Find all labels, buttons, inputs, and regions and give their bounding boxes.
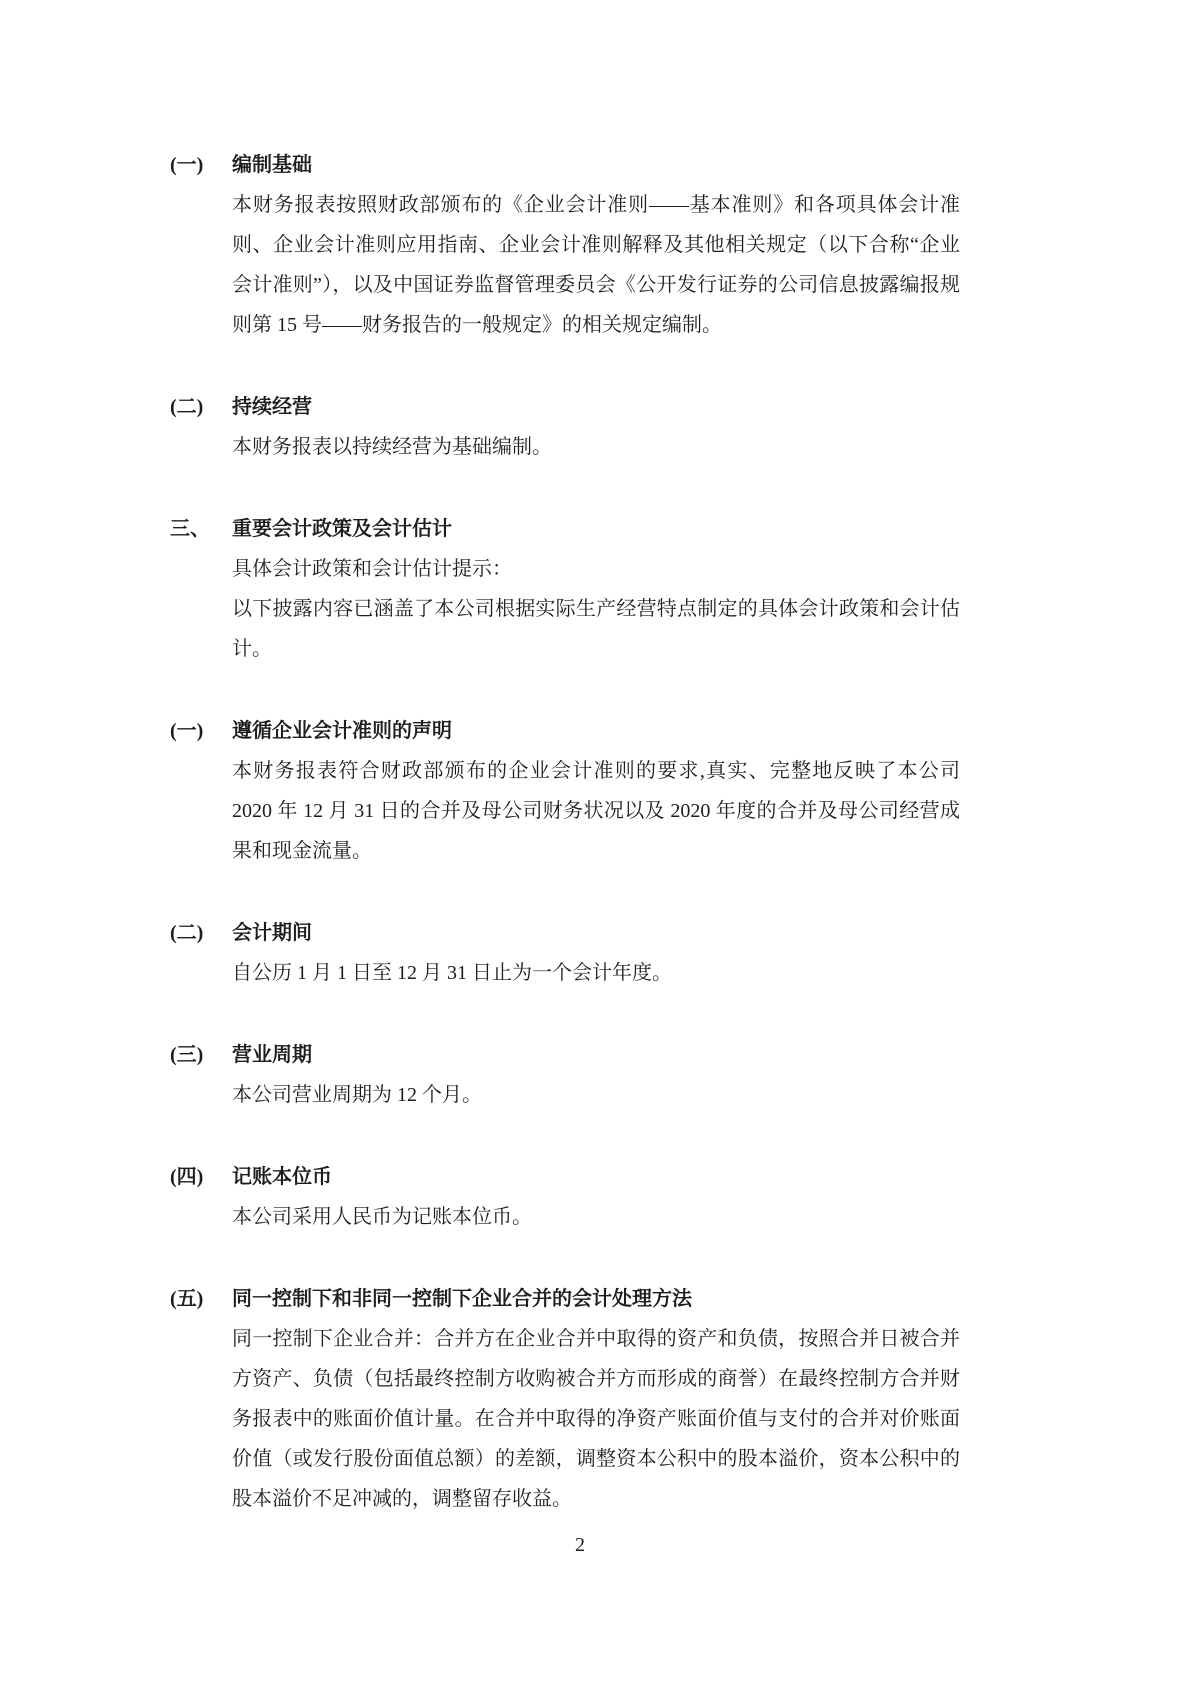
section-heading: 遵循企业会计准则的声明: [232, 720, 452, 742]
section-content: [232, 509, 960, 669]
section-paragraph: 本财务报表符合财政部颁布的企业会计准则的要求,真实、完整地反映了本公司 2020 年 12 月 31 日的合并及母公司财务状况以及 2020 年度的合并及母公司经营成果和现金流量。: [232, 760, 960, 862]
section-paragraph: 自公历 1 月 1 日至 12 月 31 日止为一个会计年度。: [232, 962, 672, 984]
section-content: [232, 1035, 960, 1115]
section-label: (一): [170, 720, 204, 742]
section-paragraph: 具体会计政策和会计估计提示：: [232, 558, 512, 580]
section-heading: 持续经营: [232, 396, 312, 418]
section-content: [232, 1157, 960, 1237]
section-label: (二): [170, 922, 204, 944]
section-label: (三): [170, 1044, 204, 1066]
section-operating-cycle: [170, 1035, 960, 1115]
section-label: (二): [170, 396, 204, 418]
section-basis-of-preparation: [170, 145, 960, 345]
section-heading: 同一控制下和非同一控制下企业合并的会计处理方法: [232, 1288, 692, 1310]
section-heading: 重要会计政策及会计估计: [232, 518, 452, 540]
section-label: (一): [170, 154, 204, 176]
section-going-concern: [170, 387, 960, 467]
section-heading: 会计期间: [232, 922, 312, 944]
section-content: [232, 145, 960, 345]
section-content: [232, 387, 960, 467]
section-label: (五): [170, 1288, 204, 1310]
section-label: (四): [170, 1166, 204, 1188]
section-content: [232, 1279, 960, 1519]
page-number: 2: [575, 1534, 585, 1556]
section-accounting-period: [170, 913, 960, 993]
section-paragraph: 本财务报表按照财政部颁布的《企业会计准则——基本准则》和各项具体会计准则、企业会计准则应用指南、企业会计准则解释及其他相关规定（以下合称“企业会计准则”），以及中国证券监督管理委员会《公开发行证券的公司信息披露编报规则第 15 号——财务报告的一般规定》的相关规定编制。: [232, 194, 960, 336]
section-label: 三、: [170, 518, 210, 540]
section-significant-accounting-policies: [170, 509, 960, 669]
section-functional-currency: [170, 1157, 960, 1237]
section-paragraph: 本财务报表以持续经营为基础编制。: [232, 436, 552, 458]
document-body: [170, 145, 960, 1561]
section-content: [232, 711, 960, 871]
section-heading: 营业周期: [232, 1044, 312, 1066]
section-paragraph: 同一控制下企业合并：合并方在企业合并中取得的资产和负债，按照合并日被合并方资产、负债（包括最终控制方收购被合并方而形成的商誉）在最终控制方合并财务报表中的账面价值计量。在合并中取得的净资产账面价值与支付的合并对价账面价值（或发行股份面值总额）的差额，调整资本公积中的股本溢价，资本公积中的股本溢价不足冲减的，调整留存收益。: [232, 1328, 960, 1510]
section-compliance-statement: [170, 711, 960, 871]
section-paragraph: 本公司采用人民币为记账本位币。: [232, 1206, 532, 1228]
section-heading: 记账本位币: [232, 1166, 332, 1188]
section-paragraph: 以下披露内容已涵盖了本公司根据实际生产经营特点制定的具体会计政策和会计估计。: [232, 598, 960, 660]
section-heading: 编制基础: [232, 154, 312, 176]
section-paragraph: 本公司营业周期为 12 个月。: [232, 1084, 482, 1106]
section-business-combinations: [170, 1279, 960, 1519]
section-content: [232, 913, 960, 993]
